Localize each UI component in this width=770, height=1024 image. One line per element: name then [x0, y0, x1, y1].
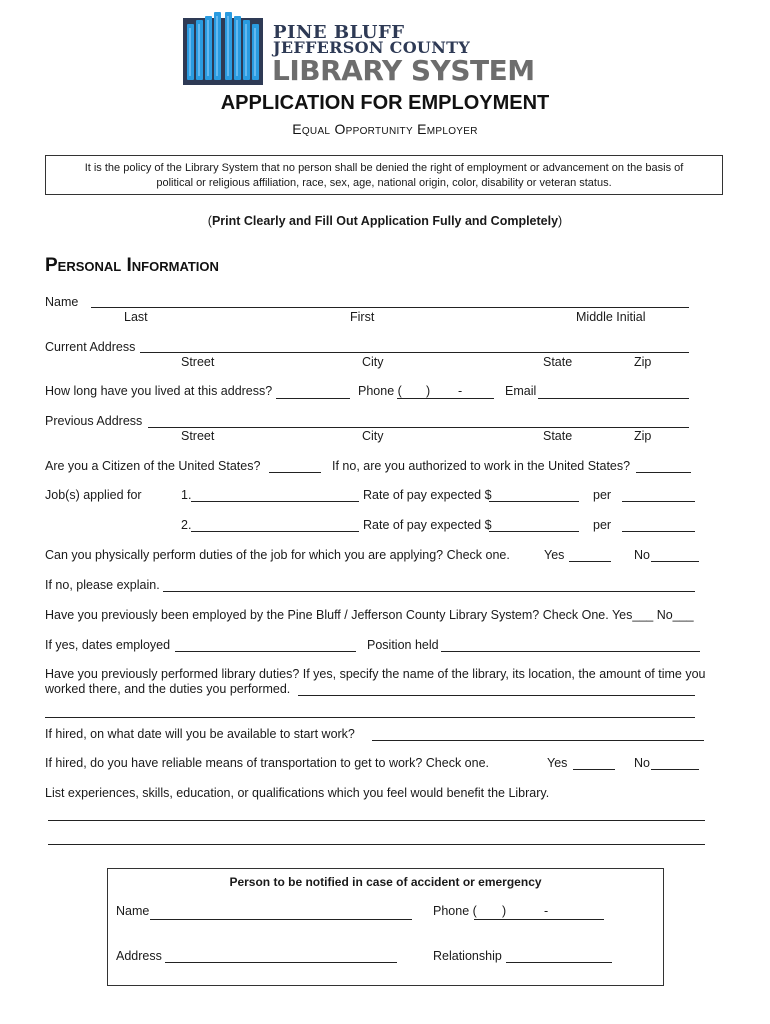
- how-long-label: How long have you lived at this address?: [45, 384, 273, 398]
- previous-city-caption: City: [362, 429, 384, 443]
- job-2-rate-label: Rate of pay expected $: [363, 518, 492, 532]
- previous-address-label: Previous Address: [45, 414, 143, 428]
- emergency-phone-dash: -: [544, 904, 549, 918]
- current-zip-caption: Zip: [634, 355, 652, 369]
- page-title: APPLICATION FOR EMPLOYMENT: [220, 92, 550, 114]
- logo-text-library-system: LIBRARY SYSTEM: [272, 54, 535, 87]
- transportation-yes-label: Yes: [547, 756, 568, 770]
- emergency-relationship-field[interactable]: [506, 962, 612, 963]
- current-address-label: Current Address: [45, 340, 136, 354]
- library-duties-field-line-2[interactable]: [45, 717, 695, 718]
- policy-statement-box: [45, 155, 723, 195]
- physical-duties-question: Can you physically perform duties of the job for which you are applying? Check one.: [45, 548, 510, 562]
- print-note-open: (: [207, 214, 212, 228]
- start-date-question: If hired, on what date will you be available to start work?: [45, 727, 355, 741]
- job-2-field[interactable]: [191, 531, 359, 532]
- name-middle-caption: Middle Initial: [576, 310, 646, 324]
- emergency-address-field[interactable]: [165, 962, 397, 963]
- job-2-rate-field[interactable]: [489, 531, 579, 532]
- job-1-rate-field[interactable]: [489, 501, 579, 502]
- how-long-field[interactable]: [276, 398, 350, 399]
- job-2-per-label: per: [593, 518, 612, 532]
- job-1-rate-label: Rate of pay expected $: [363, 488, 492, 502]
- current-address-field[interactable]: [140, 352, 689, 353]
- previous-address-field[interactable]: [148, 427, 689, 428]
- physical-yes-field[interactable]: [569, 561, 611, 562]
- physical-yes-label: Yes: [544, 548, 565, 562]
- explain-label: If no, please explain.: [45, 578, 160, 592]
- authorized-answer-field[interactable]: [636, 472, 691, 473]
- job-1-number: 1.: [181, 488, 192, 502]
- current-city-caption: City: [362, 355, 384, 369]
- page-subtitle: Equal Opportunity Employer: [292, 121, 478, 137]
- citizen-answer-field[interactable]: [269, 472, 321, 473]
- emergency-name-field[interactable]: [150, 919, 412, 920]
- experiences-field-line-1[interactable]: [48, 820, 705, 821]
- phone-label: Phone (: [358, 384, 402, 398]
- transportation-yes-field[interactable]: [573, 769, 615, 770]
- policy-line-1: It is the policy of the Library System that no person shall be denied the right of employment or advancement on the basis of: [84, 162, 684, 174]
- citizen-question: Are you a Citizen of the United States?: [45, 459, 261, 473]
- jobs-applied-label: Job(s) applied for: [45, 488, 142, 502]
- authorized-question: If no, are you authorized to work in the United States?: [332, 459, 631, 473]
- experiences-prompt: List experiences, skills, education, or qualifications which you feel would benefit the Library.: [45, 786, 550, 800]
- emergency-relationship-label: Relationship: [433, 949, 502, 963]
- phone-field[interactable]: [397, 398, 494, 399]
- emergency-phone-field[interactable]: [474, 919, 604, 920]
- email-label: Email: [505, 384, 537, 398]
- policy-line-2: political or religious affiliation, race, sex, age, national origin, color, disability or veteran status.: [156, 177, 612, 189]
- library-duties-question-line-1: Have you previously performed library duties? If yes, specify the name of the library, its location, the amount of time you: [45, 667, 706, 681]
- transportation-no-label: No: [634, 756, 650, 770]
- position-held-label: Position held: [367, 638, 439, 652]
- job-1-field[interactable]: [191, 501, 359, 502]
- library-duties-question-line-2: worked there, and the duties you performed.: [45, 682, 291, 696]
- name-first-caption: First: [350, 310, 375, 324]
- transportation-no-field[interactable]: [651, 769, 699, 770]
- previous-street-caption: Street: [181, 429, 215, 443]
- emergency-address-label: Address: [116, 949, 162, 963]
- print-instructions: [0, 214, 770, 228]
- phone-close-paren: ): [426, 384, 431, 398]
- previous-state-caption: State: [543, 429, 573, 443]
- print-note-close: ): [558, 214, 563, 228]
- email-field[interactable]: [538, 398, 689, 399]
- job-1-per-label: per: [593, 488, 612, 502]
- emergency-phone-close-paren: ): [502, 904, 507, 918]
- library-duties-field-line-1[interactable]: [298, 695, 695, 696]
- logo-text-pine-bluff: PINE BLUFF: [273, 22, 405, 43]
- job-2-per-field[interactable]: [622, 531, 695, 532]
- job-2-number: 2.: [181, 518, 192, 532]
- explain-field[interactable]: [163, 591, 695, 592]
- print-note-text: Print Clearly and Fill Out Application Fully and Completely: [211, 214, 559, 228]
- name-last-caption: Last: [124, 310, 148, 324]
- previously-employed-question: Have you previously been employed by the Pine Bluff / Jefferson County Library System? Check One. Yes___ No___: [45, 608, 694, 622]
- physical-no-field[interactable]: [651, 561, 699, 562]
- previous-zip-caption: Zip: [634, 429, 652, 443]
- job-1-per-field[interactable]: [622, 501, 695, 502]
- start-date-field[interactable]: [372, 740, 704, 741]
- transportation-question: If hired, do you have reliable means of transportation to get to work? Check one.: [45, 756, 490, 770]
- emergency-contact-box: [107, 868, 664, 986]
- emergency-phone-label: Phone (: [433, 904, 477, 918]
- dates-employed-field[interactable]: [175, 651, 356, 652]
- physical-no-label: No: [634, 548, 650, 562]
- experiences-field-line-2[interactable]: [48, 844, 705, 845]
- section-heading-personal-information: Personal Information: [45, 255, 219, 276]
- emergency-title: Person to be notified in case of accident or emergency: [229, 875, 542, 889]
- phone-dash: -: [458, 384, 463, 398]
- current-state-caption: State: [543, 355, 573, 369]
- position-held-field[interactable]: [441, 651, 700, 652]
- current-street-caption: Street: [181, 355, 215, 369]
- name-label: Name: [45, 295, 79, 309]
- library-books-logo-icon: [183, 10, 263, 85]
- emergency-name-label: Name: [116, 904, 150, 918]
- dates-employed-label: If yes, dates employed: [45, 638, 171, 652]
- logo-text-jefferson-county: JEFFERSON COUNTY: [273, 38, 471, 57]
- name-field[interactable]: [91, 307, 689, 308]
